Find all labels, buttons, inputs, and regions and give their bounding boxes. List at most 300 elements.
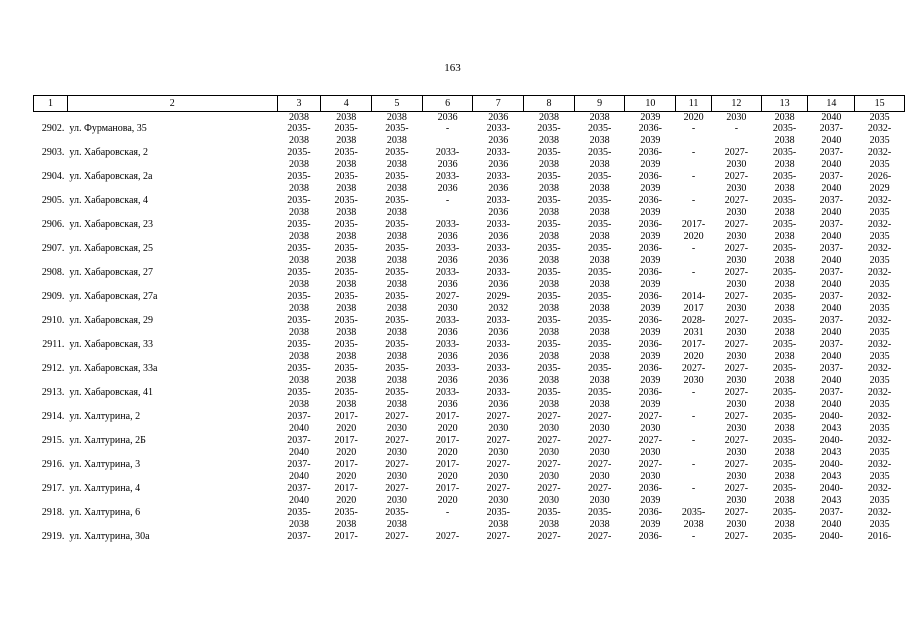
table-cell: 2038 (589, 231, 610, 242)
table-cell: 2027- (486, 411, 510, 422)
table-cell: 2030 (386, 471, 407, 482)
table-cell: 2035- (772, 483, 797, 494)
table-cell: 2030 (386, 423, 407, 434)
table-cell: - (445, 507, 450, 518)
table-cell: 2036- (638, 291, 662, 302)
table-cell (34, 279, 68, 291)
table-cell: 2038 (538, 327, 559, 338)
table-cell: 2038 (288, 351, 309, 362)
table-cell: 2035- (334, 243, 358, 254)
table-cell (34, 303, 68, 315)
table-cell (67, 519, 277, 531)
table-cell: 2035- (334, 123, 358, 134)
table-cell: 2036 (437, 112, 458, 123)
table-cell: 2040- (819, 459, 843, 470)
table-cell (34, 135, 68, 147)
table-cell: 2033- (435, 147, 460, 158)
table-cell: 2038 (336, 351, 357, 362)
table-row-continuation (34, 399, 905, 411)
table-cell: 2035- (772, 267, 797, 278)
table-cell: 2035- (287, 315, 311, 326)
table-cell: 2043 (821, 423, 842, 434)
table-cell: 2033- (486, 171, 510, 182)
table-cell: 2030 (488, 471, 509, 482)
table-cell: 2037- (819, 219, 843, 230)
table-cell: 2039 (640, 255, 661, 266)
table-cell: 2038 (386, 159, 407, 170)
table-cell: 2030 (488, 447, 509, 458)
table-cell: 2036- (638, 339, 662, 350)
table-cell: 2040 (821, 135, 842, 146)
table-cell: 2030 (726, 231, 747, 242)
column-header: 15 (855, 96, 905, 112)
table-cell: 2017- (435, 483, 460, 494)
table-cell: 2030 (589, 495, 610, 506)
table-cell: 2918. (41, 507, 65, 518)
table-row (34, 411, 905, 423)
table-cell: 2027- (486, 459, 510, 470)
table-cell: 2036- (638, 219, 662, 230)
table-cell: 2038 (589, 207, 610, 218)
table-cell (34, 519, 68, 531)
table-cell: ул. Хабаровская, 33а (69, 363, 158, 374)
table-cell: 2038 (288, 519, 309, 530)
table-cell: 2038 (386, 327, 407, 338)
table-cell: 2037- (287, 435, 311, 446)
column-header: 6 (422, 96, 473, 112)
table-cell: 2035 (869, 159, 890, 170)
table-cell: 2038 (538, 303, 559, 314)
table-cell: 2030 (640, 471, 661, 482)
table-row-continuation (34, 495, 905, 507)
table-cell: 2030 (589, 471, 610, 482)
table-cell: 2038 (538, 183, 559, 194)
table-cell: 2039 (640, 231, 661, 242)
table-cell: 2032 (488, 303, 509, 314)
table-cell: 2040 (821, 231, 842, 242)
table-cell: 2030 (437, 303, 458, 314)
table-cell: 2035- (537, 507, 561, 518)
table-cell: 2036 (437, 159, 458, 170)
table-row (34, 531, 905, 543)
table-cell: 2040 (821, 327, 842, 338)
table-cell: 2030 (488, 423, 509, 434)
table-cell: 2038 (774, 255, 795, 266)
table-cell: 2038 (589, 135, 610, 146)
continuation-row (34, 112, 905, 124)
table-cell: 2027- (435, 291, 460, 302)
table-cell (34, 351, 68, 363)
table-cell: ул. Халтурина, 6 (69, 507, 141, 518)
table-cell: 2017- (435, 459, 460, 470)
table-cell: 2036 (437, 375, 458, 386)
table-cell (67, 112, 277, 124)
table-row (34, 483, 905, 495)
table-cell: 2037- (819, 291, 843, 302)
table-cell: 2020 (336, 495, 357, 506)
table-cell: 2027- (385, 435, 409, 446)
table-cell: ул. Фурманова, 35 (69, 123, 147, 134)
header-row (34, 96, 905, 112)
table-cell: 2040- (819, 435, 843, 446)
table-cell: 2038 (774, 351, 795, 362)
table-cell: 2038 (288, 399, 309, 410)
table-cell: 2037- (287, 459, 311, 470)
table-cell: 2038 (538, 519, 559, 530)
table-cell: 2035 (869, 519, 890, 530)
table-cell: 2035 (869, 303, 890, 314)
schedule-table (33, 95, 905, 555)
table-row-continuation (34, 351, 905, 363)
table-cell: 2030 (538, 471, 559, 482)
table-cell: 2027- (638, 459, 662, 470)
table-cell (473, 543, 524, 555)
table-cell: 2017- (681, 219, 706, 230)
table-cell: 2032- (867, 243, 892, 254)
table-cell: 2038 (774, 447, 795, 458)
table-cell: 2033- (486, 195, 510, 206)
table-cell: 2039 (640, 183, 661, 194)
table-cell (67, 255, 277, 267)
table-cell: 2035- (537, 267, 561, 278)
table-cell: ул. Хабаровская, 33 (69, 339, 153, 350)
table-cell (34, 447, 68, 459)
table-cell (34, 495, 68, 507)
table-cell: 2033- (435, 387, 460, 398)
table-cell: 2903. (41, 147, 65, 158)
table-cell: 2029 (869, 183, 890, 194)
table-cell (34, 423, 68, 435)
table-cell: 2020 (336, 471, 357, 482)
table-cell: 2035- (385, 219, 409, 230)
table-cell: 2038 (336, 375, 357, 386)
table-cell: 2038 (589, 255, 610, 266)
table-cell: 2027- (385, 483, 409, 494)
column-header: 3 (277, 96, 321, 112)
table-cell: 2037- (819, 339, 843, 350)
table-cell: 2038 (288, 375, 309, 386)
table-cell: 2035- (385, 123, 409, 134)
table-cell: 2035- (385, 507, 409, 518)
table-row (34, 459, 905, 471)
table-cell: 2032- (867, 123, 892, 134)
table-cell: 2916. (41, 459, 65, 470)
table-cell: 2037- (819, 195, 843, 206)
table-cell: 2035- (537, 363, 561, 374)
table-cell: 2020 (437, 471, 458, 482)
table-cell (67, 183, 277, 195)
table-cell: 2905. (41, 195, 65, 206)
table-cell: 2035- (587, 171, 612, 182)
table-cell: 2038 (589, 399, 610, 410)
table-cell: 2033- (486, 339, 510, 350)
table-cell: 2038 (386, 399, 407, 410)
table-cell: 2035 (869, 447, 890, 458)
table-cell: 2030 (726, 303, 747, 314)
table-row-continuation (34, 375, 905, 387)
table-cell: 2038 (774, 303, 795, 314)
table-cell: 2030 (726, 447, 747, 458)
table-cell: 2030 (726, 423, 747, 434)
table-cell: 2039 (640, 112, 661, 123)
table-cell: 2032- (867, 483, 892, 494)
table-row (34, 339, 905, 351)
table-cell: 2035- (385, 267, 409, 278)
table-cell: 2904. (41, 171, 65, 182)
table-row (34, 507, 905, 519)
table-cell: 2035- (681, 507, 706, 518)
table-cell: 2915. (41, 435, 65, 446)
table-cell (67, 399, 277, 411)
table-cell: 2038 (774, 519, 795, 530)
table-cell: 2035 (869, 279, 890, 290)
table-cell: 2036 (488, 279, 509, 290)
table-cell: 2035- (334, 507, 358, 518)
table-cell: 2037- (287, 483, 311, 494)
table-cell: 2027- (638, 435, 662, 446)
table-cell: 2027- (486, 483, 510, 494)
table-cell: 2036 (437, 327, 458, 338)
table-row-continuation (34, 135, 905, 147)
table-cell: 2017- (435, 411, 460, 422)
table-cell: 2030 (726, 519, 747, 530)
table-cell: 2027- (724, 531, 749, 542)
table-cell: 2038 (538, 399, 559, 410)
table-cell: 2037- (819, 315, 843, 326)
table-cell: 2035- (385, 195, 409, 206)
table-cell: 2027- (724, 459, 749, 470)
table-cell: 2036- (638, 507, 662, 518)
table-cell (34, 112, 68, 124)
table-cell: - (691, 435, 696, 446)
table-cell: 2038 (386, 375, 407, 386)
table-cell: 2038 (386, 519, 407, 530)
table-cell: 2038 (774, 231, 795, 242)
table-cell: 2040 (821, 399, 842, 410)
table-cell: 2035- (537, 315, 561, 326)
table-cell: 2035- (772, 459, 797, 470)
table-row-continuation (34, 255, 905, 267)
table-row (34, 315, 905, 327)
table-cell: 2912. (41, 363, 65, 374)
table-cell: 2035- (334, 339, 358, 350)
table-cell: 2035- (537, 147, 561, 158)
table-cell: 2040 (288, 447, 309, 458)
table-cell (676, 135, 712, 147)
table-cell: 2027- (724, 363, 749, 374)
table-cell (372, 543, 423, 555)
table-cell: ул. Хабаровская, 29 (69, 315, 153, 326)
table-cell: 2035 (869, 112, 890, 123)
table-cell: 2039 (640, 495, 661, 506)
table-cell: 2027- (587, 435, 612, 446)
table-cell: 2027- (724, 267, 749, 278)
table-row-continuation (34, 303, 905, 315)
table-cell: 2030 (538, 423, 559, 434)
table-cell: 2027- (537, 435, 561, 446)
table-cell: 2036 (488, 351, 509, 362)
table-cell: 2032- (867, 363, 892, 374)
table-cell: 2035- (537, 219, 561, 230)
table-cell (34, 375, 68, 387)
table-cell: 2917. (41, 483, 65, 494)
table-cell: 2027- (587, 411, 612, 422)
table-cell: 2035- (587, 219, 612, 230)
table-cell: 2040 (288, 471, 309, 482)
table-cell: 2035- (587, 123, 612, 134)
table-cell: 2035 (869, 327, 890, 338)
table-cell: 2030 (589, 447, 610, 458)
table-cell: 2035- (287, 195, 311, 206)
table-cell: 2030 (386, 447, 407, 458)
table-cell (34, 207, 68, 219)
table-cell: 2902. (41, 123, 65, 134)
table-cell: 2030 (726, 159, 747, 170)
table-cell: 2027- (537, 411, 561, 422)
table-cell: 2033- (435, 315, 460, 326)
table-cell: 2036 (488, 207, 509, 218)
table-cell (67, 159, 277, 171)
table-cell: 2027- (435, 531, 460, 542)
table-cell: 2036 (437, 351, 458, 362)
table-row (34, 243, 905, 255)
table-cell: 2038 (336, 112, 357, 123)
table-cell: 2027- (385, 459, 409, 470)
column-header: 10 (625, 96, 676, 112)
table-cell (34, 255, 68, 267)
table-cell: 2038 (336, 279, 357, 290)
table-cell: 2039 (640, 351, 661, 362)
table-row (34, 219, 905, 231)
table-cell (676, 279, 712, 291)
table-cell: 2030 (726, 112, 747, 123)
table-cell: - (691, 195, 696, 206)
table-cell: 2036 (437, 399, 458, 410)
table-cell: 2032- (867, 315, 892, 326)
table-cell: 2038 (538, 112, 559, 123)
table-cell (321, 543, 372, 555)
table-row-continuation (34, 519, 905, 531)
table-row-continuation (34, 231, 905, 243)
table-cell: 2038 (386, 112, 407, 123)
table-cell: 2038 (774, 135, 795, 146)
table-cell: 2037- (819, 123, 843, 134)
table-cell: 2039 (640, 279, 661, 290)
table-cell: 2020 (683, 351, 704, 362)
table-cell (67, 327, 277, 339)
table-cell: 2906. (41, 219, 65, 230)
table-row (34, 363, 905, 375)
table-cell: 2036- (638, 123, 662, 134)
table-cell (34, 231, 68, 243)
table-row (34, 195, 905, 207)
table-cell: 2035 (869, 351, 890, 362)
table-cell: 2033- (435, 267, 460, 278)
table-cell: 2038 (386, 183, 407, 194)
table-cell: 2033- (486, 243, 510, 254)
table-cell: 2027- (537, 483, 561, 494)
table-cell (277, 543, 321, 555)
table-cell: ул. Хабаровская, 25 (69, 243, 153, 254)
table-cell: 2038 (336, 159, 357, 170)
table-cell: 2036- (638, 531, 662, 542)
table-cell (676, 447, 712, 459)
table-cell: 2914. (41, 411, 65, 422)
table-row-continuation (34, 543, 905, 555)
table-cell: 2035- (587, 387, 612, 398)
table-cell: 2027- (724, 411, 749, 422)
table-cell: 2040 (821, 159, 842, 170)
table-cell: 2038 (336, 519, 357, 530)
table-cell: 2035- (587, 195, 612, 206)
table-cell: 2035- (287, 363, 311, 374)
table-cell: - (691, 171, 696, 182)
table-cell: 2035- (772, 147, 797, 158)
table-cell: 2038 (336, 183, 357, 194)
table-cell: 2919. (41, 531, 65, 542)
table-cell (855, 543, 905, 555)
table-cell: 2027- (638, 411, 662, 422)
table-row-continuation (34, 207, 905, 219)
table-row (34, 123, 905, 135)
table-cell: 2035- (334, 171, 358, 182)
table-cell: 2035- (385, 339, 409, 350)
table-cell: 2030 (488, 495, 509, 506)
table-cell: 2037- (819, 267, 843, 278)
table-cell: 2033- (486, 123, 510, 134)
table-cell: 2016- (867, 531, 892, 542)
table-row-continuation (34, 423, 905, 435)
table-cell: 2033- (435, 243, 460, 254)
table-cell: ул. Хабаровская, 4 (69, 195, 148, 206)
table-cell: 2039 (640, 207, 661, 218)
table-cell: 2017- (435, 435, 460, 446)
table-cell: 2038 (538, 135, 559, 146)
table-cell: 2027- (587, 531, 612, 542)
table-cell: 2027- (385, 531, 409, 542)
table-cell: 2032- (867, 459, 892, 470)
table-cell: 2038 (774, 495, 795, 506)
table-cell: 2038 (589, 279, 610, 290)
table-cell (67, 447, 277, 459)
table-cell: 2027- (724, 195, 749, 206)
table-cell: 2033- (486, 219, 510, 230)
table-cell: 2036- (638, 267, 662, 278)
table-cell: 2035 (869, 423, 890, 434)
table-cell: 2032- (867, 147, 892, 158)
table-cell: 2030 (589, 423, 610, 434)
table-cell: 2020 (336, 447, 357, 458)
table-cell: 2040 (821, 303, 842, 314)
column-header: 14 (808, 96, 855, 112)
table-cell (34, 327, 68, 339)
table-cell: ул. Халтурина, 30а (69, 531, 150, 542)
table-cell: 2027- (486, 435, 510, 446)
table-cell: 2037- (819, 147, 843, 158)
table-cell: ул. Халтурина, 2 (69, 411, 141, 422)
table-cell: 2038 (336, 255, 357, 266)
table-cell: 2037- (819, 507, 843, 518)
table-cell: 2038 (288, 327, 309, 338)
table-cell: 2020 (683, 231, 704, 242)
table-cell (676, 159, 712, 171)
table-cell: - (445, 195, 450, 206)
table-cell: 2038 (774, 279, 795, 290)
table-cell: 2027- (724, 219, 749, 230)
table-cell: 2035- (587, 291, 612, 302)
table-cell: 2036 (488, 327, 509, 338)
table-cell: 2043 (821, 495, 842, 506)
